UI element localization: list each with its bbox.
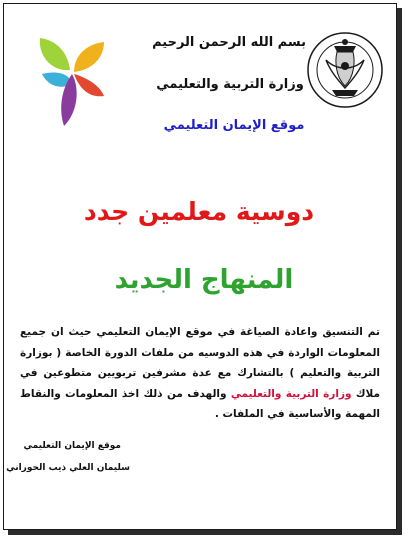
ministry-emblem-icon	[306, 30, 384, 110]
document-page	[3, 3, 397, 530]
document-title: دوسية معلمين جدد	[83, 197, 315, 226]
body-text-part1: تم التنسيق واعادة الصياغة في موقع الإيمان التعليمي حيث ان جميع المعلومات الواردة في هذه الدوسيه من ملفات الدورة الخاصة ( بوزارة التربية والتعليم ) بالتشارك مع عدة مشرفين تربويين متطوعين في ملاك	[20, 326, 380, 400]
leaf-logo-icon	[34, 34, 110, 130]
body-text-part2: والهدف من ذلك اخذ المعلومات والنقاط المهمة والأساسية في الملفات .	[20, 387, 380, 420]
ministry-name: وزارة التربية والتعليمي	[156, 77, 304, 92]
basmala-text: بسم الله الرحمن الرحيم	[152, 35, 306, 50]
site-name: موقع الإيمان التعليمي	[163, 118, 305, 133]
signature-author: سليمان العلي ذيب الحوراني	[6, 463, 130, 473]
document-subtitle: المنهاج الجديد	[114, 265, 294, 295]
body-highlight: وزارة التربية والتعليمي	[230, 387, 352, 400]
body-paragraph	[20, 322, 380, 425]
signature-site: موقع الإيمان التعليمي	[23, 441, 121, 451]
